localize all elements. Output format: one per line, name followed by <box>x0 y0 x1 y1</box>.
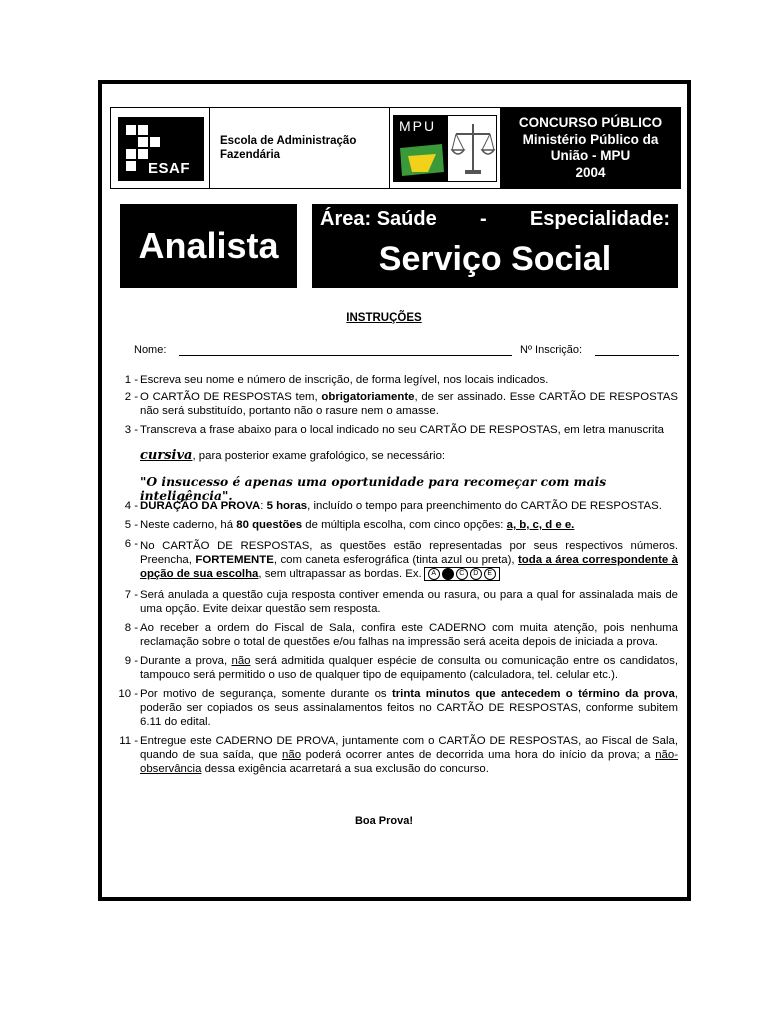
item-number: 6 - <box>124 538 138 550</box>
concurso-line-2: Ministério Público da <box>522 131 659 147</box>
scales-of-justice-icon <box>448 116 497 181</box>
bubble-d: D <box>470 568 482 580</box>
school-line-1: Escola de Administração <box>220 135 357 147</box>
nome-field[interactable] <box>179 355 512 356</box>
item-text: Por motivo de segurança, somente durante os trinta minutos que antecedem o término da prova, poderão ser copiados os seus assinalamentos feitos no CARTÃO DE RESPOSTAS, conforme subitem 6.11 do edital. <box>140 688 678 728</box>
mpu-logo <box>393 115 497 182</box>
item-text: Durante a prova, não será admitida qualquer espécie de consulta ou comunicação entre os candidatos, tampouco será permitido o uso de qualquer tipo de equipamento (calculadora, tel. celular etc.). <box>140 655 678 681</box>
item-text: No CARTÃO DE RESPOSTAS, as questões estão representadas por seus respectivos números. Preencha, FORTEMENTE, com caneta esferográfica (tinta azul ou preta), toda a área correspondente à opção de sua escolha, sem ultrapassar as bordas. Ex. A B C D E <box>140 540 679 581</box>
item-number: 7 - <box>124 589 138 601</box>
especialidade-label: Especialidade: <box>529 208 670 230</box>
inscricao-label: Nº Inscrição: <box>520 344 583 356</box>
item-number: 3 - <box>124 424 138 436</box>
item-number: 10 - <box>118 688 138 700</box>
item-number: 1 - <box>124 374 138 386</box>
closing-text: Boa Prova! <box>354 815 414 827</box>
inscricao-field[interactable] <box>595 355 679 356</box>
item-number: 5 - <box>124 519 138 531</box>
concurso-line-1: CONCURSO PÚBLICO <box>518 115 663 130</box>
item-text: Escreva seu nome e número de inscrição, de forma legível, nos locais indicados. <box>140 374 549 386</box>
nome-label: Nome: <box>134 344 167 356</box>
concurso-year: 2004 <box>575 164 606 180</box>
item-number: 2 - <box>124 391 138 403</box>
concurso-info <box>501 108 680 188</box>
item-text: Ao receber a ordem do Fiscal de Sala, confira este CADERNO com muita atenção, pois nenhuma reclamação sobre o total de questões e/ou falhas na impressão será aceita depois de iniciada a prova. <box>140 622 678 648</box>
mpu-emblem-icon <box>394 134 448 182</box>
answer-example <box>424 567 500 581</box>
esaf-logo <box>118 117 204 181</box>
instructions-title: INSTRUÇÕES <box>346 312 422 324</box>
esaf-logo-cell <box>111 108 210 188</box>
bubble-b-filled: B <box>442 568 454 580</box>
school-line-2: Fazendária <box>220 149 281 161</box>
item-number: 8 - <box>124 622 138 634</box>
bubble-e: E <box>484 568 496 580</box>
item-text: Transcreva a frase abaixo para o local indicado no seu CARTÃO DE RESPOSTAS, em letra manuscrita <box>140 424 664 436</box>
item-text: Neste caderno, há 80 questões de múltipla escolha, com cinco opções: a, b, c, d e e. <box>140 519 575 531</box>
item-text: DURAÇÃO DA PROVA: 5 horas, incluído o tempo para preenchimento do CARTÃO DE RESPOSTAS. <box>140 500 662 512</box>
cursiva-word: cursiva <box>140 448 193 463</box>
concurso-line-3: União - MPU <box>550 148 631 163</box>
mpu-logo-text: MPU <box>399 118 437 134</box>
bubble-c: C <box>456 568 468 580</box>
item-text: Entregue este CADERNO DE PROVA, juntamente com o CARTÃO DE RESPOSTAS, ao Fiscal de Sala, quando de sua saída, que não poderá ocorrer antes de decorrida uma hora do início da prova; a não-observância dessa exigência acarretará a sua exclusão do concurso. <box>140 735 679 775</box>
item-number: 4 - <box>124 500 138 512</box>
area-box <box>312 204 678 288</box>
especialidade-title: Serviço Social <box>378 240 612 278</box>
cargo-title: Analista <box>120 204 297 288</box>
esaf-logo-text: ESAF <box>148 160 191 177</box>
bubble-a: A <box>428 568 440 580</box>
item-number: 9 - <box>124 655 138 667</box>
header-table <box>110 107 681 189</box>
item-text: O CARTÃO DE RESPOSTAS tem, obrigatoriamente, de ser assinado. Esse CARTÃO DE RESPOSTAS não será substituído, portanto não o rasure nem o amasse. <box>140 391 678 417</box>
item-text: Será anulada a questão cuja resposta contiver emenda ou rasura, ou para a qual for assinalada mais de uma opção. Evite deixar questão sem resposta. <box>140 589 678 615</box>
item-number: 11 - <box>119 735 138 747</box>
area-label: Área: Saúde <box>320 208 437 230</box>
area-dash: - <box>479 208 487 230</box>
school-name <box>210 108 390 188</box>
mpu-logo-cell <box>390 108 501 188</box>
